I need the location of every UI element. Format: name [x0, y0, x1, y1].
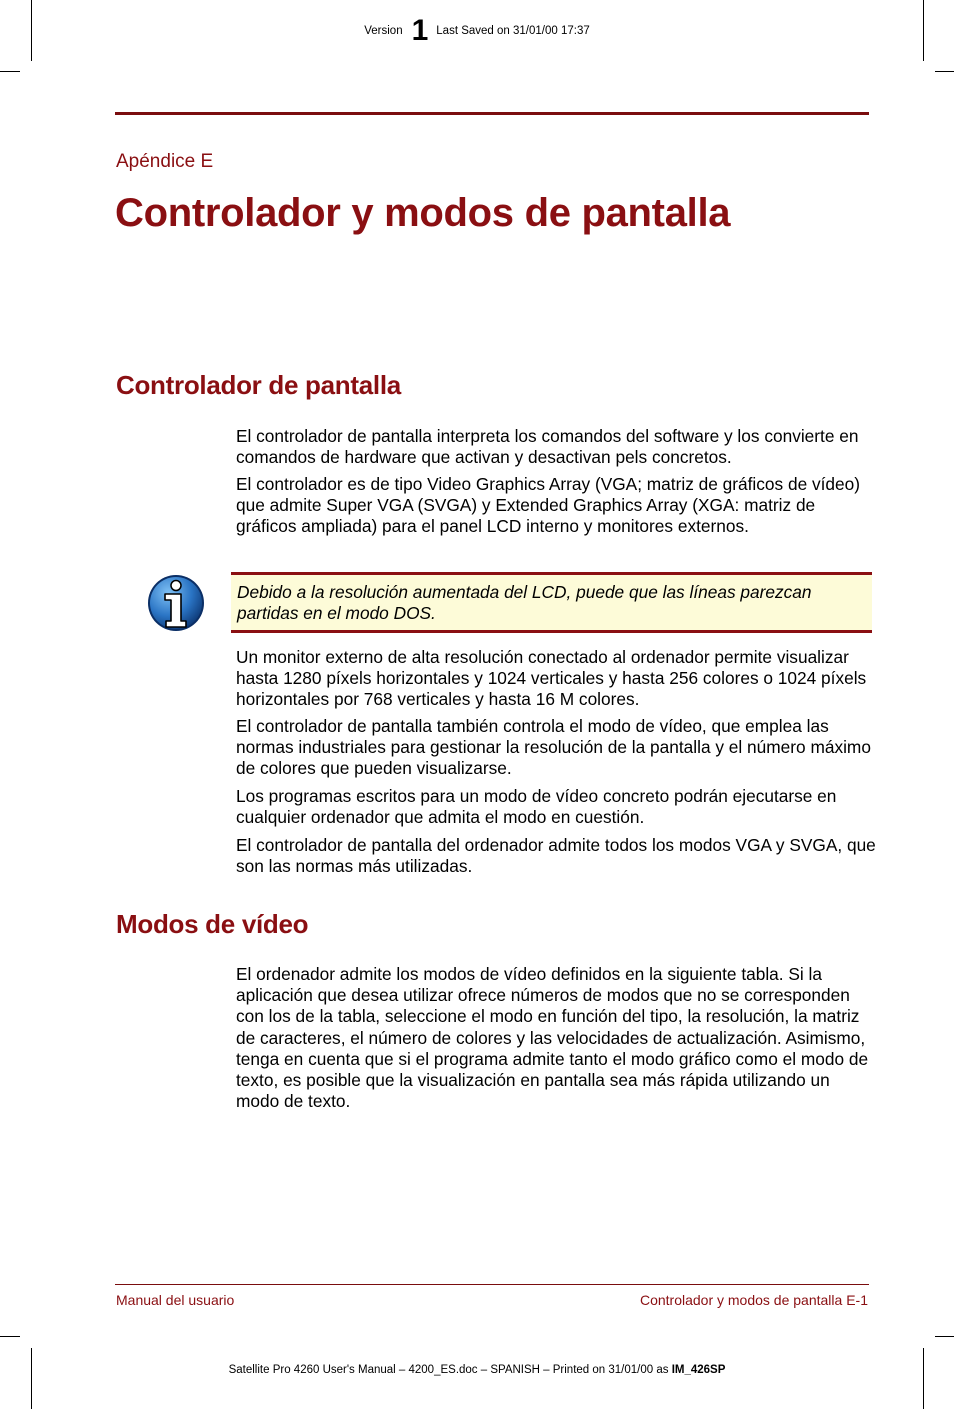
crop-mark: [923, 1348, 924, 1409]
crop-mark: [935, 1336, 954, 1337]
version-number: 1: [411, 14, 429, 47]
footer-right: Controlador y modos de pantalla E-1: [639, 1292, 868, 1308]
chapter-title: Controlador y modos de pantalla: [115, 191, 731, 235]
section-heading-modos-video: Modos de vídeo: [116, 909, 309, 939]
paragraph: Los programas escritos para un modo de vídeo concreto podrán ejecutarse en cualquier ordenador que admita el modo en cuestión.: [236, 786, 837, 828]
footer-left: Manual del usuario: [116, 1292, 235, 1308]
header-rule: [115, 112, 869, 115]
crop-mark: [935, 71, 954, 72]
section-heading-controlador: Controlador de pantalla: [116, 370, 401, 400]
last-saved: Last Saved on 31/01/00 17:37: [436, 25, 590, 37]
paragraph: El controlador de pantalla del ordenador admite todos los modos VGA y SVGA, que son las normas más utilizadas.: [236, 835, 876, 877]
appendix-label: Apéndice E: [116, 151, 214, 172]
print-info: [0, 1364, 954, 1376]
footer-rule: [115, 1284, 869, 1285]
doc-code: IM_426SP: [671, 1364, 726, 1376]
note-box: [231, 572, 872, 633]
paragraph: El controlador es de tipo Video Graphics Array (VGA; matriz de gráficos de vídeo) que admite Super VGA (SVGA) y Extended Graphics Array (XGA: matriz de gráficos ampliada) para el panel LCD interno y monitores externos.: [236, 474, 861, 537]
crop-mark: [31, 1348, 32, 1409]
paragraph: El ordenador admite los modos de vídeo definidos en la siguiente tabla. Si la aplicación que desea utilizar ofrece números de modos que no se corresponden con los de la tabla, seleccione el modo en función del tipo, la resolución, la matriz de caracteres, el número de colores y las velocidades de actualización. Asimismo, tenga en cuenta que si el programa admite tanto el modo gráfico como el modo de texto, es posible que la visualización en pantalla sea más rápida utilizando un modo de texto.: [236, 964, 869, 1112]
information-icon: [146, 574, 206, 632]
paragraph: El controlador de pantalla interpreta los comandos del software y los convierte en comandos de hardware que activan y desactivan pels concretos.: [236, 426, 859, 468]
print-info-text: Satellite Pro 4260 User's Manual – 4200_ES.doc – SPANISH – Printed on 31/01/00 as: [228, 1364, 672, 1376]
paragraph: El controlador de pantalla también controla el modo de vídeo, que emplea las normas industriales para gestionar la resolución de la pantalla y el número máximo de colores que pueden visualizarse.: [236, 716, 871, 779]
version-label: Version: [364, 25, 403, 37]
version-header: [0, 14, 954, 47]
paragraph: Un monitor externo de alta resolución conectado al ordenador permite visualizar hasta 1280 píxels horizontales y 1024 verticales y hasta 256 colores o 1024 píxels horizontales por 768 verticales y hasta 16 M colores.: [236, 647, 867, 710]
crop-mark: [0, 71, 20, 72]
note-text: Debido a la resolución aumentada del LCD, puede que las líneas parezcan partidas en el modo DOS.: [237, 582, 812, 624]
crop-mark: [0, 1336, 20, 1337]
